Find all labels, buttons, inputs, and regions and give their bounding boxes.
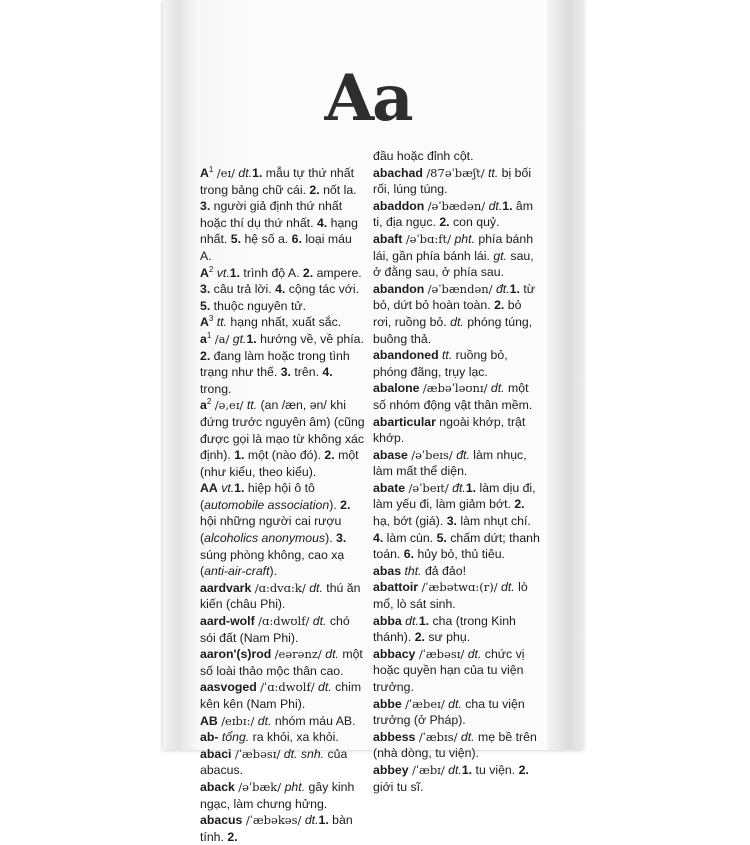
pronunciation: /87əˈbæʃt/ bbox=[426, 165, 485, 180]
homograph-number: 1 bbox=[208, 165, 214, 174]
definition-text: chấm dứt; thanh toán. bbox=[373, 530, 540, 562]
definition-text: thuộc nguyên tử. bbox=[210, 298, 307, 313]
sense-number: 2. bbox=[302, 265, 314, 280]
dictionary-entry bbox=[200, 679, 365, 712]
sense-number: 1. bbox=[234, 481, 245, 496]
sense-number: 1. bbox=[234, 448, 245, 463]
english-source-term: anti-air-craft bbox=[204, 564, 270, 579]
sense-number: 2. bbox=[518, 762, 529, 777]
definition-text: hệ số a. bbox=[241, 232, 292, 247]
headword: abandon bbox=[373, 281, 425, 296]
definition-text: loại máu A. bbox=[200, 232, 352, 263]
definition-text: trong. bbox=[200, 381, 232, 396]
headword: abarticular bbox=[373, 414, 436, 429]
definition-text: hạng nhất. bbox=[200, 215, 358, 247]
definition-text: giới tu sĩ. bbox=[373, 779, 424, 794]
definition-text: cha tu viện trưởng (ở Pháp). bbox=[373, 696, 525, 728]
definition-text: làm nhục, làm mất thể diện. bbox=[373, 447, 527, 479]
sense-number: 4. bbox=[373, 530, 384, 545]
dictionary-entry bbox=[200, 265, 365, 315]
definition-text: một (như kiểu, theo kiểu). bbox=[200, 448, 359, 479]
pronunciation: /ə,eɪ/ bbox=[214, 398, 244, 413]
headword: abaci bbox=[200, 746, 232, 761]
definition-text: mẹ bề trên (nhà dòng, tu viện). bbox=[373, 729, 537, 761]
definition-text: một (nào đó). bbox=[244, 448, 325, 463]
headword: abacus bbox=[200, 813, 243, 828]
headword: abase bbox=[373, 447, 408, 462]
english-source-term: automobile association bbox=[204, 497, 330, 512]
dictionary-entry bbox=[200, 397, 365, 480]
sense-number: 5. bbox=[200, 298, 211, 313]
part-of-speech: dt. bbox=[448, 696, 462, 711]
part-of-speech: tht. bbox=[404, 563, 422, 578]
definition-text: hạ, bớt (giá). bbox=[373, 514, 447, 529]
headword: abaft bbox=[373, 231, 403, 246]
definition-text: hạng nhất, xuất sắc. bbox=[227, 315, 342, 330]
definition-text: chức vị hoặc quyền hạn của tu viện trưởng. bbox=[373, 646, 525, 694]
sense-number: 1. bbox=[246, 331, 257, 346]
part-of-speech: dt. bbox=[490, 381, 505, 396]
dictionary-entry bbox=[373, 281, 541, 347]
homograph-number: 1 bbox=[206, 330, 212, 340]
definition-text: tu viện. bbox=[472, 762, 519, 777]
part-of-speech: tt. bbox=[488, 165, 499, 180]
dictionary-entry bbox=[373, 380, 541, 413]
part-of-speech: vt. bbox=[216, 265, 230, 280]
dictionary-entry bbox=[373, 447, 541, 480]
sense-number: 3. bbox=[446, 514, 457, 529]
headword: aback bbox=[200, 779, 235, 794]
dictionary-entry bbox=[200, 580, 365, 613]
dictionary-entry bbox=[373, 414, 541, 447]
definition-text: ra khỏi, xa khỏi. bbox=[249, 730, 339, 745]
headword: abachad bbox=[373, 165, 423, 180]
sense-number: 1. bbox=[509, 281, 520, 296]
definition-text: nhóm máu AB. bbox=[271, 713, 356, 728]
definition-text: người giả định thứ nhất hoặc thí dụ thứ nhất. bbox=[200, 199, 343, 230]
headword: abbacy bbox=[373, 646, 416, 661]
definition-text: sư phụ. bbox=[424, 630, 471, 645]
definition-text: ngoài khớp, trật khớp. bbox=[373, 414, 526, 446]
dictionary-column-right bbox=[373, 148, 541, 795]
sense-number: 2. bbox=[414, 630, 425, 645]
definition-text: đầu hoặc đỉnh cột. bbox=[373, 149, 474, 163]
sense-number: 3. bbox=[336, 531, 347, 546]
homograph-number: 3 bbox=[208, 314, 214, 324]
page-gutter-shadow bbox=[163, 0, 200, 750]
part-of-speech: tt. bbox=[246, 398, 258, 413]
pronunciation: /ˈæbɪ/ bbox=[411, 762, 445, 777]
dictionary-entry bbox=[200, 613, 365, 646]
part-of-speech: dt. bbox=[318, 680, 332, 695]
sense-number: 6. bbox=[403, 547, 415, 562]
page-fore-edge bbox=[547, 0, 584, 750]
sense-number: 6. bbox=[291, 232, 302, 247]
sense-number: 1. bbox=[461, 762, 473, 777]
sense-number: 1. bbox=[418, 613, 430, 628]
headword: aasvoged bbox=[200, 680, 257, 695]
dictionary-entry bbox=[373, 198, 541, 231]
homograph-number: 2 bbox=[206, 397, 212, 407]
dictionary-entry bbox=[200, 729, 365, 746]
dictionary-entry bbox=[373, 563, 541, 580]
sense-number: 4. bbox=[316, 215, 328, 230]
headword: aaron'(s)rod bbox=[200, 647, 272, 662]
part-of-speech: tt. bbox=[442, 348, 453, 363]
part-of-speech: vt. bbox=[221, 481, 235, 496]
pronunciation: /əˈbeɪt/ bbox=[408, 480, 449, 495]
part-of-speech: dt. bbox=[467, 646, 482, 661]
part-of-speech: dt. bbox=[312, 614, 327, 629]
dictionary-column-left bbox=[200, 165, 365, 845]
pronunciation: /ˈɑ:dwʊlf/ bbox=[260, 680, 315, 695]
dictionary-entry bbox=[200, 165, 365, 265]
pronunciation: /əˈbæk/ bbox=[238, 779, 282, 794]
definition-text: phóng túng, buông thả. bbox=[373, 314, 533, 346]
sense-number: 2. bbox=[324, 448, 335, 463]
pronunciation: /əˈbændən/ bbox=[427, 281, 493, 296]
definition-text: mẫu tự thứ nhất trong bảng chữ cái. bbox=[200, 166, 355, 197]
pronunciation: /ˈæbəsɪ/ bbox=[418, 646, 465, 661]
headword: A bbox=[200, 315, 209, 330]
headword: AB bbox=[200, 713, 218, 728]
sense-number: 4. bbox=[322, 365, 333, 380]
headword: abattoir bbox=[373, 580, 419, 595]
definition-text: lò mổ, lò sát sinh. bbox=[373, 580, 528, 612]
sense-number: 1. bbox=[318, 813, 329, 828]
definition-text: con quỷ. bbox=[449, 215, 500, 230]
dictionary-entry bbox=[200, 746, 365, 779]
definition-text: một số loài thảo mộc thân cao. bbox=[200, 647, 363, 678]
sense-number: 3. bbox=[200, 199, 211, 214]
definition-text: âm ti, địa ngục. bbox=[373, 198, 534, 230]
pronunciation: /a/ bbox=[214, 331, 230, 346]
definition-text: đang làm hoặc trong tình trạng như thế. bbox=[200, 348, 350, 380]
definition-text: trình độ A. bbox=[240, 265, 303, 280]
sense-number: 2. bbox=[494, 298, 505, 313]
definition-text: nốt la. bbox=[319, 182, 357, 197]
pronunciation: /əˈbædən/ bbox=[427, 198, 486, 213]
definition-text: bàn tính. bbox=[200, 813, 353, 844]
part-of-speech: dt. bbox=[448, 762, 462, 777]
dictionary-entry bbox=[200, 713, 365, 730]
pronunciation: /eɪ/ bbox=[216, 166, 235, 180]
definition-text: một số nhóm động vật thân mềm. bbox=[373, 381, 533, 412]
definition-text: cha (trong Kinh thánh). bbox=[373, 613, 516, 645]
headword: A bbox=[200, 265, 209, 280]
headword: abandoned bbox=[373, 348, 439, 363]
part-of-speech: dt. bbox=[450, 314, 464, 329]
headword: a bbox=[200, 398, 207, 413]
headword: abaddon bbox=[373, 198, 425, 213]
headword: A bbox=[200, 166, 209, 180]
dictionary-entry bbox=[373, 729, 541, 762]
pronunciation: /əˈbeɪs/ bbox=[411, 447, 453, 462]
part-of-speech: dt. bbox=[325, 647, 339, 662]
sense-number: 2. bbox=[200, 348, 211, 363]
pronunciation: /eərənz/ bbox=[274, 647, 322, 662]
part-of-speech: đt. bbox=[495, 281, 510, 296]
dictionary-entry bbox=[200, 812, 365, 845]
english-source-term: alcoholics anonymous bbox=[204, 531, 326, 546]
definition-text: hội những người cai rượu ( bbox=[200, 514, 342, 546]
pronunciation: /əˈbɑ:ft/ bbox=[405, 231, 452, 246]
sense-number: 3. bbox=[200, 282, 211, 297]
pronunciation: /ˈæbeɪ/ bbox=[405, 696, 445, 711]
dictionary-entry bbox=[200, 646, 365, 679]
pronunciation: /æbəˈləʊnɪ/ bbox=[422, 381, 488, 396]
part-of-speech: dt. bbox=[488, 198, 503, 213]
part-of-speech: dt. bbox=[304, 813, 319, 828]
pronunciation: /ˈæbɪs/ bbox=[418, 729, 458, 744]
part-of-speech: đt. bbox=[452, 480, 466, 495]
definition-text: cộng tác với. bbox=[285, 282, 360, 297]
sense-number: 1. bbox=[229, 265, 241, 280]
definition-text: làm cùn. bbox=[383, 530, 437, 545]
definition-text: đả đảo! bbox=[421, 563, 466, 578]
running-header bbox=[470, 12, 550, 32]
headword: ab- bbox=[200, 730, 219, 745]
definition-text: câu trả lời. bbox=[210, 282, 276, 297]
pronunciation: /eɪbɪ:/ bbox=[221, 713, 255, 728]
dictionary-entry bbox=[373, 696, 541, 729]
part-of-speech: pht. bbox=[454, 231, 475, 246]
part-of-speech: tt. bbox=[216, 315, 228, 330]
headword: a bbox=[200, 331, 207, 346]
sense-number: 2. bbox=[340, 497, 351, 512]
pronunciation: /ˈæbəsɪ/ bbox=[234, 746, 281, 761]
definition-text: chim kên kên (Nam Phi). bbox=[200, 680, 362, 711]
definition-text: ampere. bbox=[313, 265, 362, 280]
dictionary-entry bbox=[200, 331, 365, 397]
definition-text: sau, ở đằng sau, ở phía sau. bbox=[373, 248, 534, 280]
headword: abalone bbox=[373, 381, 420, 396]
definition-text: phía bánh lái, gần phía bánh lái. bbox=[373, 231, 534, 263]
part-of-speech: dt. bbox=[460, 729, 475, 744]
dictionary-entry bbox=[373, 480, 541, 563]
part-of-speech: gt. bbox=[493, 248, 508, 263]
headword: abbe bbox=[373, 696, 402, 711]
dictionary-entry bbox=[373, 579, 541, 612]
definition-text: hủy bỏ, thủ tiêu. bbox=[414, 547, 505, 562]
headword: AA bbox=[200, 481, 218, 496]
definition-text: làm dịu đi, làm yếu đi, làm giảm bớt. bbox=[373, 480, 536, 512]
headword: abas bbox=[373, 563, 402, 578]
part-of-speech: dt. bbox=[405, 613, 419, 628]
sense-number: 5. bbox=[230, 232, 242, 247]
definition-text: ). bbox=[269, 564, 278, 579]
homograph-number: 2 bbox=[208, 264, 214, 274]
headword: abba bbox=[373, 613, 402, 628]
dictionary-entry bbox=[200, 779, 365, 812]
headword: aard-wolf bbox=[200, 614, 255, 629]
sense-number: 4. bbox=[275, 282, 286, 297]
part-of-speech: dt. bbox=[501, 580, 515, 595]
pronunciation: /ɑ:dvɑ:k/ bbox=[254, 580, 306, 595]
definition-text: từ bỏ, dứt bỏ hoàn toàn. bbox=[373, 281, 535, 313]
dictionary-entry bbox=[200, 480, 365, 580]
sense-number: 1. bbox=[502, 198, 513, 213]
definition-text: súng phòng không, cao xạ ( bbox=[200, 547, 345, 579]
part-of-speech: dt. bbox=[257, 713, 272, 728]
dictionary-entry bbox=[373, 231, 541, 281]
definition-text: hiệp hội ô tô ( bbox=[200, 481, 315, 512]
part-of-speech: pht. bbox=[284, 779, 306, 794]
definition-text: bỏ rơi, ruồng bỏ. bbox=[373, 298, 522, 329]
definition-text: thú ăn kiến (châu Phi). bbox=[200, 580, 361, 612]
part-of-speech: đt. bbox=[456, 447, 470, 462]
definition-text: ruồng bỏ, phóng đãng, trụy lạc. bbox=[373, 348, 508, 379]
sense-number: 5. bbox=[436, 530, 447, 545]
definition-text: hướng về, về phía. bbox=[256, 331, 364, 346]
sense-number: 1. bbox=[465, 480, 477, 495]
dictionary-entry bbox=[373, 613, 541, 646]
dictionary-entry bbox=[373, 148, 541, 165]
part-of-speech: dt. bbox=[238, 166, 253, 180]
definition-text: của abacus. bbox=[200, 746, 348, 778]
sense-number: 2. bbox=[439, 215, 450, 230]
dictionary-entry bbox=[373, 762, 541, 795]
part-of-speech: dt. bbox=[309, 580, 323, 595]
sense-number: 2. bbox=[309, 182, 320, 197]
definition-text: gây kinh ngạc, làm chưng hửng. bbox=[200, 779, 355, 811]
definition-text: chó sói đất (Nam Phi). bbox=[200, 614, 350, 645]
pronunciation: /ɑ:dwʊlf/ bbox=[258, 614, 310, 629]
definition-text: (an /æn, ən/ khi đứng trước nguyên âm) (cũng được gọi là mạo từ không xác định). bbox=[200, 398, 365, 463]
dictionary-entry bbox=[373, 646, 541, 696]
headword: abate bbox=[373, 480, 406, 495]
definition-text: bị bối rối, lúng túng. bbox=[373, 165, 532, 197]
headword: abbey bbox=[373, 762, 409, 777]
part-of-speech: gt. bbox=[232, 331, 247, 346]
definition-text: trên. bbox=[290, 365, 323, 380]
pronunciation: /ˈæbəkəs/ bbox=[245, 813, 302, 828]
definition-text: ). bbox=[325, 531, 337, 546]
dictionary-entry bbox=[373, 165, 541, 198]
part-of-speech: dt. snh. bbox=[283, 746, 325, 761]
definition-text: ). bbox=[329, 497, 341, 512]
dictionary-entry bbox=[200, 314, 365, 331]
headword: aardvark bbox=[200, 580, 252, 595]
section-letter-heading: Aa bbox=[324, 61, 412, 136]
headword: abbess bbox=[373, 729, 416, 744]
sense-number: 2. bbox=[227, 829, 238, 844]
sense-number: 2. bbox=[514, 497, 525, 512]
definition-text: làm nhụt chí. bbox=[456, 514, 531, 529]
sense-number: 3. bbox=[280, 365, 291, 380]
dictionary-entry bbox=[373, 347, 541, 380]
sense-number: 1. bbox=[252, 166, 263, 180]
part-of-speech: tổng. bbox=[221, 730, 250, 745]
pronunciation: /ˈæbətwɑ:(r)/ bbox=[421, 580, 498, 595]
